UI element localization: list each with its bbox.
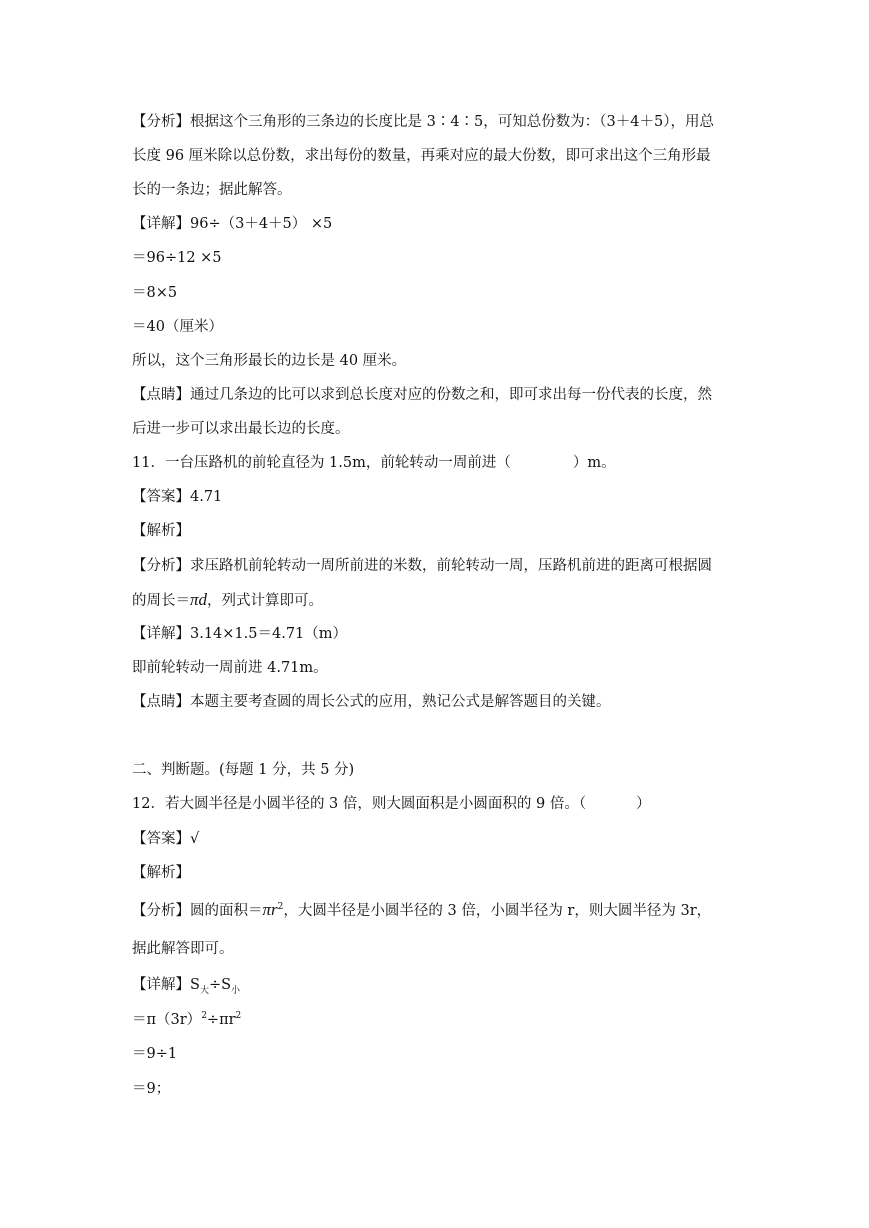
q11-explanation-heading: 【解析】 — [132, 523, 190, 539]
q12-exp-2: 2 — [235, 1011, 242, 1022]
q12-explanation-heading: 【解析】 — [132, 865, 190, 881]
q11-analysis-line-2 — [132, 590, 323, 611]
q11-solution: 【详解】3.14×1.5＝4.71（m） — [132, 626, 348, 642]
q11-question-unit: ）m。 — [572, 455, 616, 471]
q12-exp-1: 2 — [201, 1011, 207, 1022]
q12-analysis-line-1 — [132, 900, 711, 921]
q11-circumference-formula: πd — [190, 590, 208, 609]
q12-question-text: 12．若大圆半径是小圆半径的 3 倍，则大圆面积是小圆面积的 9 倍。（ — [132, 796, 587, 812]
section-title: 二、判断题。(每题 1 分，共 5 分) — [132, 762, 355, 778]
q12-solution-expr: ＝π（3r） — [132, 1012, 202, 1028]
q10-analysis-line-3: 长的一条边；据此解答。 — [132, 182, 292, 198]
q12-solution-div: ÷S — [208, 977, 232, 993]
q11-analysis-text: 的周长＝ — [132, 593, 190, 609]
q10-analysis-line-1: 【分析】根据这个三角形的三条边的长度比是 3∶4∶5，可知总份数为：（3＋4＋5），用总 — [132, 114, 714, 130]
q11-question — [132, 453, 616, 473]
q10-comment-line-2: 后进一步可以求出最长边的长度。 — [132, 421, 350, 437]
q11-analysis-tail: ，列式计算即可。 — [207, 593, 324, 609]
q12-analysis-tail: ，大圆半径是小圆半径的 3 倍，小圆半径为 r，则大圆半径为 3r， — [283, 903, 712, 919]
q12-area-formula: πr — [262, 900, 278, 919]
q11-comment: 【点睛】本题主要考查圆的周长公式的应用，熟记公式是解答题目的关键。 — [132, 694, 611, 710]
q10-comment-line-1: 【点睛】通过几条边的比可以求到总长度对应的份数之和，即可求出每一份代表的长度，然 — [132, 387, 712, 403]
q12-solution-line-4: ＝9； — [132, 1081, 171, 1097]
q10-solution-line-4: ＝40（厘米） — [132, 319, 223, 335]
q12-solution-line-2 — [132, 1010, 241, 1030]
q11-conclusion: 即前轮转动一周前进 4.71m。 — [132, 660, 328, 676]
q12-question — [132, 794, 651, 814]
q12-analysis-line-2: 据此解答即可。 — [132, 941, 234, 957]
q10-solution-line-3: ＝8×5 — [132, 285, 178, 301]
q10-analysis-line-2: 长度 96 厘米除以总份数，求出每份的数量，再乘对应的最大份数，即可求出这个三角形最 — [132, 148, 711, 164]
q12-solution-expr-mid: ÷πr — [206, 1012, 236, 1028]
q12-sub-small: 小 — [231, 985, 241, 996]
q12-answer: 【答案】√ — [132, 831, 200, 847]
q12-solution-text: 【详解】S — [132, 977, 200, 993]
q11-question-text: 11．一台压路机的前轮直径为 1.5m，前轮转动一周前进（ — [132, 455, 511, 471]
q10-solution-line-1: 【详解】96÷（3＋4＋5） ×5 — [132, 216, 333, 232]
q12-area-exponent: 2 — [277, 902, 284, 913]
q12-sub-big: 大 — [199, 985, 209, 996]
q10-solution-line-2: ＝96÷12 ×5 — [132, 250, 222, 266]
q10-conclusion: 所以，这个三角形最长的边长是 40 厘米。 — [132, 353, 407, 369]
q12-solution-line-3: ＝9÷1 — [132, 1046, 178, 1062]
q11-answer: 【答案】4.71 — [132, 489, 223, 505]
q12-solution-line-1 — [132, 975, 240, 995]
q12-analysis-text: 【分析】圆的面积＝ — [132, 903, 263, 919]
q12-question-close: ） — [636, 796, 651, 812]
q11-analysis-line-1: 【分析】求压路机前轮转动一周所前进的米数，前轮转动一周，压路机前进的距离可根据圆 — [132, 558, 712, 574]
